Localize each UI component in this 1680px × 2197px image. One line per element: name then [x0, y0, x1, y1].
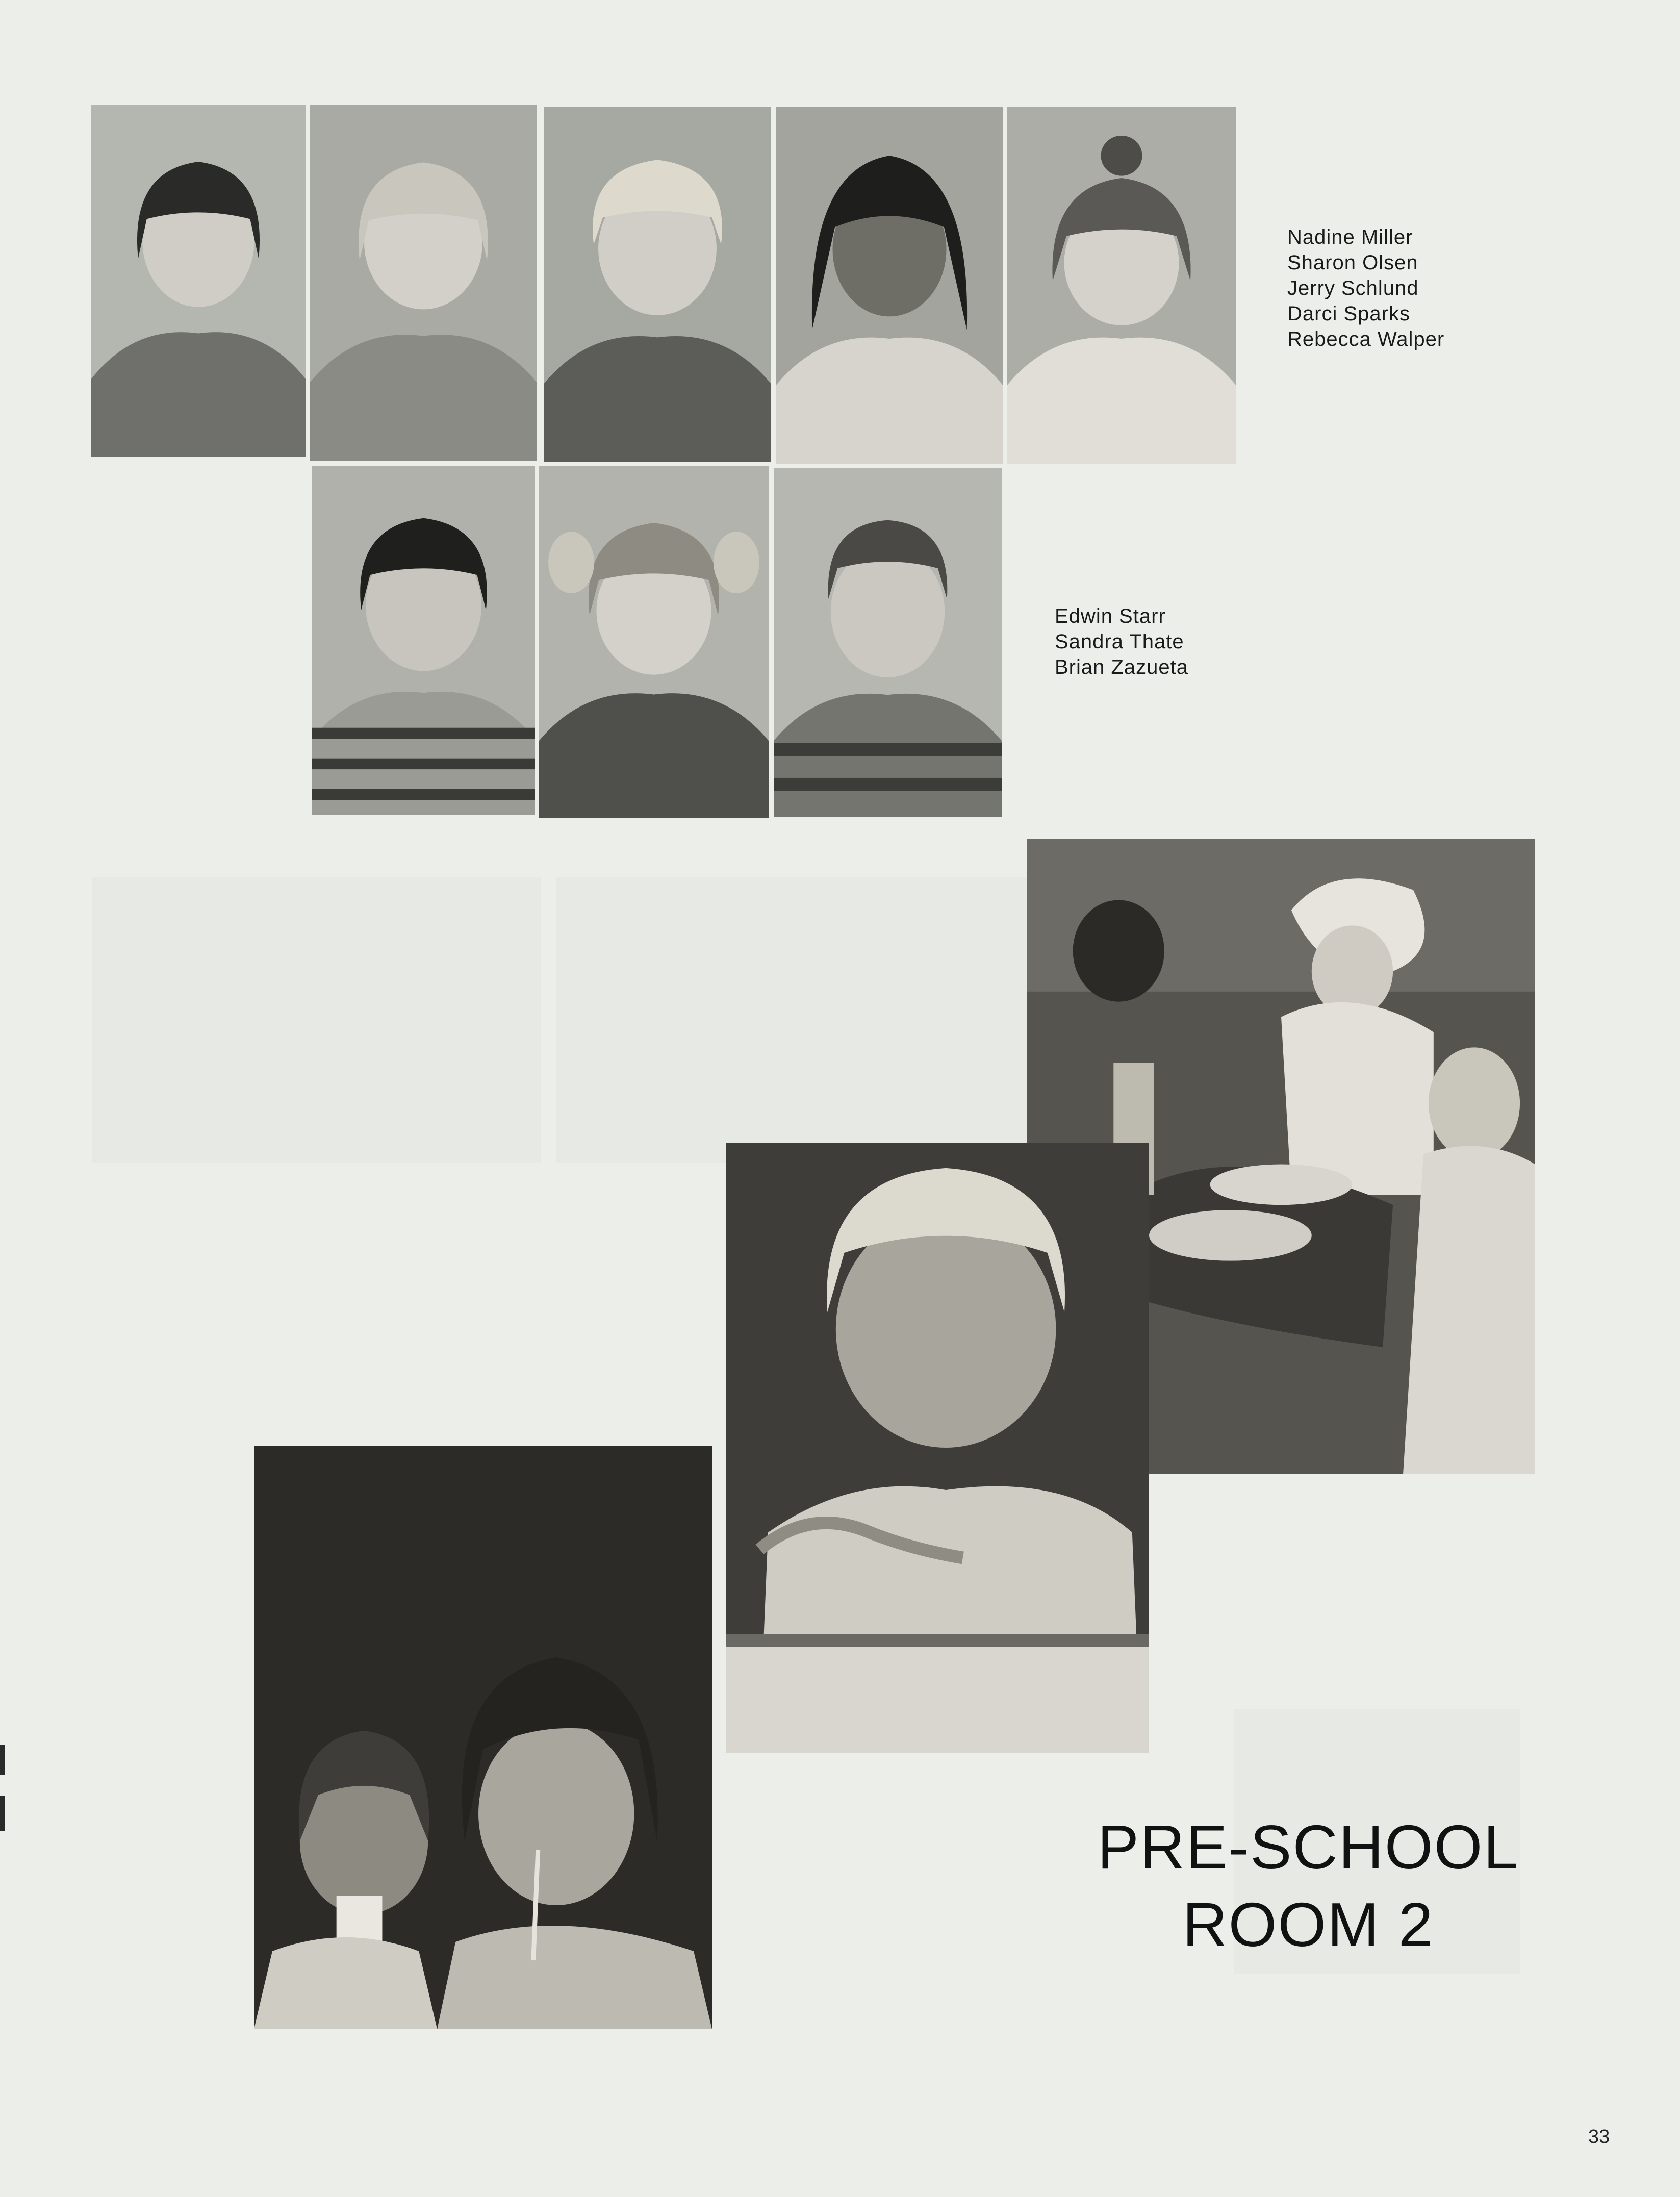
child-portrait-icon [91, 105, 306, 457]
child-portrait-icon [539, 466, 769, 818]
page-title-line2: ROOM 2 [1182, 1890, 1434, 1959]
student-name: Nadine Miller [1287, 226, 1413, 248]
portrait-row2-2 [539, 466, 769, 818]
binding-mark [0, 1796, 5, 1831]
child-portrait-icon [776, 107, 1003, 464]
student-name: Brian Zazueta [1055, 656, 1189, 678]
roster-names-row1 [1287, 224, 1444, 352]
page-title [1066, 1808, 1550, 1963]
portrait-row1-4 [776, 107, 1003, 464]
child-portrait-icon [1007, 107, 1236, 464]
child-portrait-icon [310, 105, 537, 461]
candid-photo-spoon [726, 1143, 1149, 1753]
portrait-row1-3 [544, 107, 771, 462]
roster-names-row2 [1055, 603, 1188, 680]
student-name: Sharon Olsen [1287, 251, 1418, 274]
student-name: Rebecca Walper [1287, 328, 1445, 350]
page-number: 33 [1588, 2126, 1610, 2148]
portrait-row2-1 [312, 466, 535, 815]
portrait-row1-1 [91, 105, 306, 457]
child-eating-photo-icon [726, 1143, 1149, 1753]
student-name: Darci Sparks [1287, 302, 1410, 325]
candid-photo-straws [254, 1446, 712, 2029]
binding-mark [0, 1745, 5, 1775]
show-through-shadow [92, 877, 541, 1163]
student-name: Jerry Schlund [1287, 277, 1419, 299]
portrait-row1-5 [1007, 107, 1236, 464]
student-name: Sandra Thate [1055, 630, 1184, 653]
children-drinking-photo-icon [254, 1446, 712, 2029]
portrait-row1-2 [310, 105, 537, 461]
show-through-shadow [556, 877, 1091, 1163]
child-portrait-icon [774, 468, 1002, 817]
child-portrait-icon [312, 466, 535, 815]
child-portrait-icon [544, 107, 771, 462]
student-name: Edwin Starr [1055, 605, 1166, 627]
page-title-line1: PRE-SCHOOL [1097, 1812, 1519, 1882]
portrait-row2-3 [774, 468, 1002, 817]
